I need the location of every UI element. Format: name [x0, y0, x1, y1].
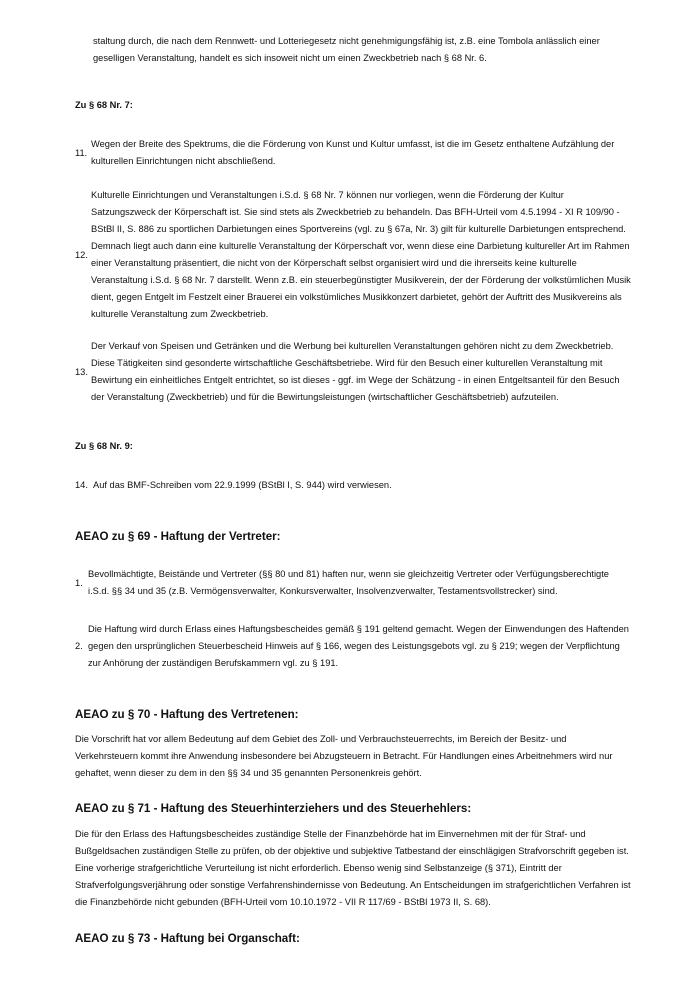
section-heading-aeao-71: AEAO zu § 71 - Haftung des Steuerhinterziehers und des Steuerhehlers: [75, 802, 472, 815]
aeao-70-paragraph: Die Vorschrift hat vor allem Bedeutung auf dem Gebiet des Zoll- und Verbrauchsteuerrechts, im Bereich der Besitz- und Verkehrsteuern kommt ihre Anwendung insbesondere bei Abzugsteuern in Betracht. Für Handlungen eines Arbeitnehmers wird nur gehaftet, wenn dieser zu dem in den §§ 34 und 35 genannten Personenkreis gehört. [75, 734, 613, 778]
intro-paragraph: staltung durch, die nach dem Rennwett- und Lotteriegesetz nicht genehmigungsfähig ist, z.B. eine Tombola anlässlich einer geselligen Veranstaltung, handelt es sich insoweit nicht um einen Zweckbetrieb nach § 68 Nr. 6. [93, 36, 600, 63]
section-heading-68-7: Zu § 68 Nr. 7: [75, 100, 133, 110]
item-number: 11. [75, 147, 88, 158]
item-number: 2. [75, 641, 83, 651]
item-text: Wegen der Breite des Spektrums, die die Förderung von Kunst und Kultur umfasst, ist die im Gesetz enthaltene Aufzählung der kulturellen Einrichtungen nicht abschließend. [91, 139, 615, 166]
section-heading-aeao-73: AEAO zu § 73 - Haftung bei Organschaft: [75, 932, 300, 945]
section-heading-aeao-70: AEAO zu § 70 - Haftung des Vertretenen: [75, 708, 299, 721]
list-item-12 [75, 187, 631, 323]
list-item-14 [75, 477, 631, 494]
section-heading-68-9: Zu § 68 Nr. 9: [75, 441, 133, 451]
item-text: Kulturelle Einrichtungen und Veranstaltungen i.S.d. § 68 Nr. 7 können nur vorliegen, wenn die Förderung der Kultur Satzungszweck der Körperschaft ist. Sie sind stets als Zweckbetrieb zu behandeln. Das BFH-Urteil vom 4.5.1994 - XI R 109/90 - BStBl II, S. 886 zu sportlichen Darbietungen eines Sportvereins (vgl. zu § 67a, Nr. 3) gilt für kulturelle Darbietungen entsprechend. Demnach liegt auch dann eine kulturelle Veranstaltung der Körperschaft vor, wenn diese eine Darbietung kultureller Art im Rahmen einer Veranstaltung präsentiert, die nicht von der Körperschaft selbst organisiert wird und die ihrerseits keine kulturelle Veranstaltung i.S.d. § 68 Nr. 7 darstellt. Wenn z.B. ein steuerbegünstigter Musikverein, der der Förderung der volkstümlichen Musik dient, gegen Entgelt im Festzelt einer Brauerei ein volkstümliches Musikkonzert darbietet, gehört der Auftritt des Musikvereins als kulturelle Veranstaltung zum Zweckbetrieb. [91, 190, 631, 319]
item-number: 12. [75, 249, 88, 260]
item-text: Die Haftung wird durch Erlass eines Haftungsbescheides gemäß § 191 geltend gemacht. Wegen der Einwendungen des Haftenden gegen den ursprünglichen Steuerbescheid Hinweis auf § 166, wegen des Leistungsgebots vgl. zu § 219; wegen der Verpflichtung zur Anhörung der zuständigen Berufskammern vgl. zu § 191. [88, 624, 629, 668]
item-number: 13. [75, 366, 88, 377]
item-text: Der Verkauf von Speisen und Getränken und die Werbung bei kulturellen Veranstaltungen gehören nicht zu dem Zweckbetrieb. Diese Tätigkeiten sind gesonderte wirtschaftliche Geschäftsbetriebe. Wird für den Besuch einer kulturellen Veranstaltung mit Bewirtung ein einheitliches Entgelt entrichtet, so ist dieses - ggf. im Wege der Schätzung - in einen Entgeltsanteil für den Besuch der Veranstaltung (Zweckbetrieb) und für die Bewirtungsleistungen (wirtschaftlicher Geschäftsbetrieb) aufzuteilen. [91, 341, 620, 402]
item-text: Bevollmächtigte, Beistände und Vertreter (§§ 80 und 81) haften nur, wenn sie gleichzeitig Vertreter oder Verfügungsberechtigte i.S.d. §§ 34 und 35 (z.B. Vermögensverwalter, Konkursverwalter, Insolvenzverwalter, Testamentsvollstrecker) sind. [88, 569, 609, 596]
aeao-71-paragraph: Die für den Erlass des Haftungsbescheides zuständige Stelle der Finanzbehörde hat im Einvernehmen mit der für Straf- und Bußgeldsachen zuständigen Stelle zu prüfen, ob der objektive und subjektive Tatbestand der einschlägigen Strafvorschrift gegeben ist. Eine vorherige strafgerichtliche Verurteilung ist nicht erforderlich. Ebenso wenig sind Selbstanzeige (§ 371), Eintritt der Strafverfolgungsverjährung oder sonstige Verfahrenshindernisse von Bedeutung. An Entscheidungen im strafgerichtlichen Verfahren ist die Finanzbehörde nicht gebunden (BFH-Urteil vom 10.10.1972 - VII R 117/69 - BStBl 1973 II, S. 68). [75, 829, 631, 907]
item-number: 14. [75, 480, 88, 490]
item-number: 1. [75, 577, 83, 588]
list-item-11 [75, 136, 631, 170]
list-item-13 [75, 338, 631, 406]
list-item-69-2 [75, 621, 631, 672]
section-heading-aeao-69: AEAO zu § 69 - Haftung der Vertreter: [75, 530, 281, 543]
item-text: Auf das BMF-Schreiben vom 22.9.1999 (BStBl I, S. 944) wird verwiesen. [93, 480, 392, 490]
list-item-69-1 [75, 566, 631, 600]
